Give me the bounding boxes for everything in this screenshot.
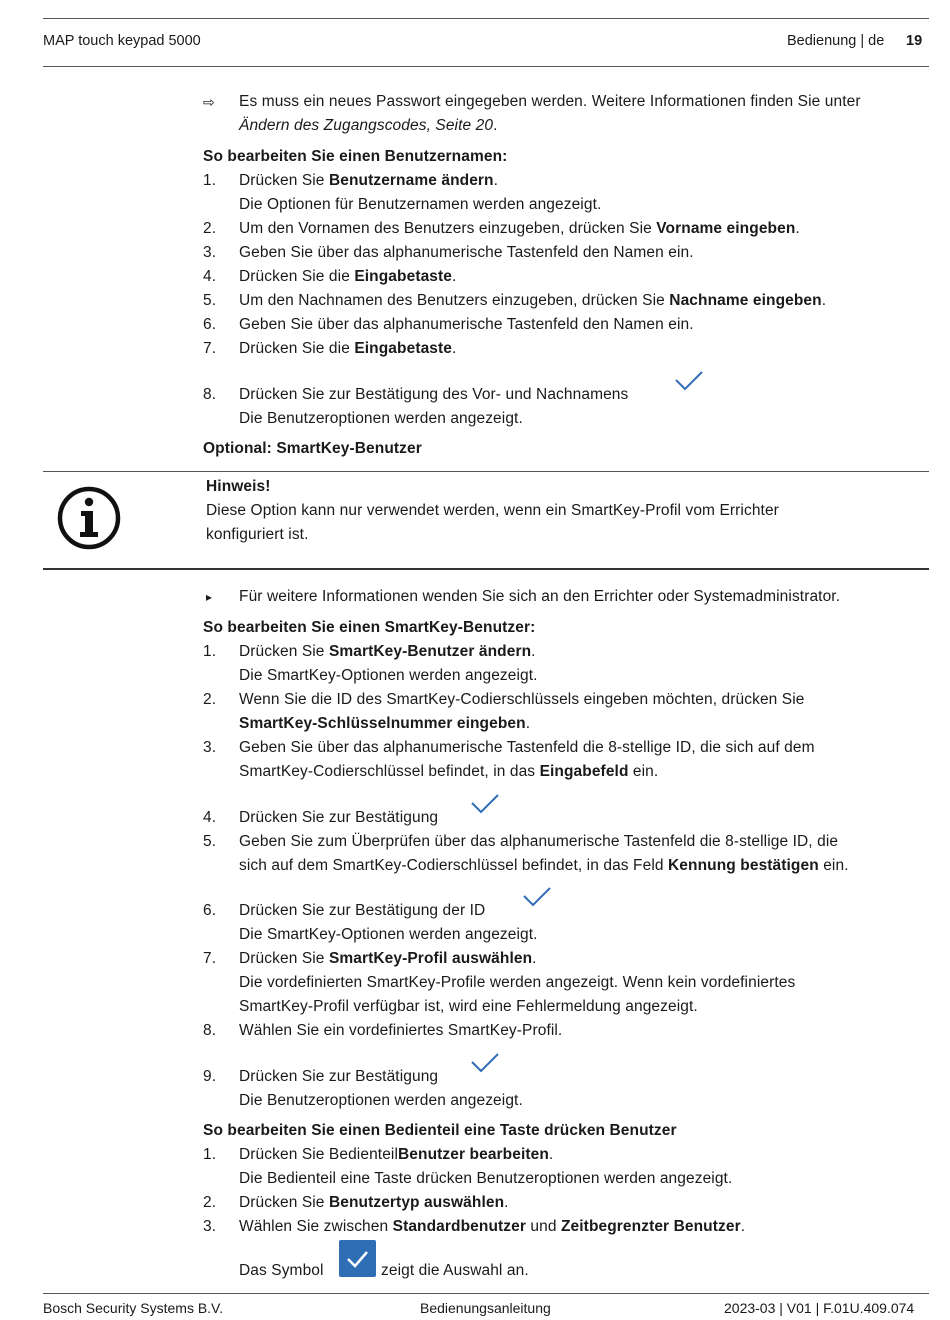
username-step-8: Drücken Sie zur Bestätigung des Vor- und Nachnamens Die Benutzeroptionen werden angezeigt.: [239, 386, 629, 427]
bullet-triangle-icon: ▸: [206, 590, 213, 604]
section-onetouch-heading: So bearbeiten Sie einen Bedienteil eine Taste drücken Benutzer: [203, 1122, 677, 1139]
step-number: 6.: [203, 316, 217, 333]
result-ref-link[interactable]: Ändern des Zugangscodes, Seite 20: [239, 117, 494, 134]
step-number: 2.: [203, 691, 217, 708]
checkmark-icon: [470, 1052, 500, 1074]
checkbox-checked-icon: [339, 1240, 376, 1282]
smartkey-step-7: Drücken Sie SmartKey-Profil auswählen. Die vordefinierten SmartKey-Profile werden angezeigt. Wenn kein vordefiniertes SmartKey-Profil verfügbar ist, wird eine Fehlermeldung angezeigt.: [239, 950, 796, 1015]
onetouch-step-1: Drücken Sie BedienteilBenutzer bearbeiten. Die Bedienteil eine Taste drücken Benutzeroptionen werden angezeigt.: [239, 1146, 733, 1187]
step-number: 4.: [203, 809, 217, 826]
username-step-5: Um den Nachnamen des Benutzers einzugeben, drücken Sie Nachname eingeben.: [239, 292, 827, 309]
step-number: 6.: [203, 902, 217, 919]
step-number: 3.: [203, 1218, 217, 1235]
step-number: 9.: [203, 1068, 217, 1085]
username-step-6: Geben Sie über das alphanumerische Tastenfeld den Namen ein.: [239, 316, 694, 333]
header-top-rule: [43, 18, 929, 19]
username-step-7: Drücken Sie die Eingabetaste.: [239, 340, 457, 357]
step-number: 1.: [203, 643, 217, 660]
step-number: 2.: [203, 1194, 217, 1211]
header-bottom-rule: [43, 66, 929, 67]
username-step-4: Drücken Sie die Eingabetaste.: [239, 268, 457, 285]
header-section: Bedienung | de: [787, 33, 885, 49]
checkmark-icon: [522, 886, 552, 908]
checkmark-icon: [470, 793, 500, 815]
result-arrow-icon: ⇨: [203, 94, 215, 110]
smartkey-step-2: Wenn Sie die ID des SmartKey-Codierschlüssels eingeben möchten, drücken Sie SmartKey-Schlüsselnummer eingeben.: [239, 691, 805, 732]
step-number: 1.: [203, 172, 217, 189]
step-number: 3.: [203, 739, 217, 756]
onetouch-step-2: Drücken Sie Benutzertyp auswählen.: [239, 1194, 509, 1211]
smartkey-step-6: Drücken Sie zur Bestätigung der ID Die SmartKey-Optionen werden angezeigt.: [239, 902, 538, 943]
onetouch-step-3: Wählen Sie zwischen Standardbenutzer und Zeitbegrenzter Benutzer.: [239, 1218, 746, 1235]
footer-version: 2023-03 | V01 | F.01U.409.074: [724, 1300, 915, 1316]
step-number: 5.: [203, 292, 217, 309]
footer-company: Bosch Security Systems B.V.: [43, 1300, 223, 1316]
result-text: Es muss ein neues Passwort eingegeben werden. Weitere Informationen finden Sie unter: [239, 93, 861, 110]
step-number: 1.: [203, 1146, 217, 1163]
step-number: 8.: [203, 1022, 217, 1039]
step-number: 5.: [203, 833, 217, 850]
section-username-heading: So bearbeiten Sie einen Benutzernamen:: [203, 148, 508, 165]
username-step-1: Drücken Sie Benutzername ändern. Die Optionen für Benutzernamen werden angezeigt.: [239, 172, 602, 213]
step-number: 4.: [203, 268, 217, 285]
optional-heading: Optional: SmartKey-Benutzer: [203, 440, 422, 457]
step-number: 2.: [203, 220, 217, 237]
step-number: 7.: [203, 340, 217, 357]
username-step-3: Geben Sie über das alphanumerische Tastenfeld den Namen ein.: [239, 244, 694, 261]
notice-bottom-rule: [43, 568, 929, 570]
step-number: 7.: [203, 950, 217, 967]
step-number: 3.: [203, 244, 217, 261]
symbol-line-post: zeigt die Auswahl an.: [381, 1262, 529, 1279]
info-icon: [57, 486, 121, 555]
username-step-2: Um den Vornamen des Benutzers einzugeben, drücken Sie Vorname eingeben.: [239, 220, 800, 237]
smartkey-step-3: Geben Sie über das alphanumerische Tastenfeld die 8-stellige ID, die sich auf dem SmartKey-Codierschlüssel befindet, in das Eingabefeld ein.: [239, 739, 815, 780]
smartkey-step-8: Wählen Sie ein vordefiniertes SmartKey-Profil.: [239, 1022, 563, 1039]
result-reference: Ändern des Zugangscodes, Seite 20.: [239, 117, 498, 134]
smartkey-step-1: Drücken Sie SmartKey-Benutzer ändern. Die SmartKey-Optionen werden angezeigt.: [239, 643, 538, 684]
footer-rule: [43, 1293, 929, 1294]
symbol-line-pre: Das Symbol: [239, 1262, 324, 1279]
smartkey-step-4: Drücken Sie zur Bestätigung: [239, 809, 439, 826]
smartkey-step-9: Drücken Sie zur Bestätigung Die Benutzeroptionen werden angezeigt.: [239, 1068, 523, 1109]
result-line: [239, 90, 929, 138]
section-smartkey-heading: So bearbeiten Sie einen SmartKey-Benutzer:: [203, 619, 536, 636]
bullet-text: Für weitere Informationen wenden Sie sich an den Errichter oder Systemadministrator.: [239, 588, 841, 605]
notice-title: Hinweis!: [206, 478, 271, 495]
smartkey-step-5: Geben Sie zum Überprüfen über das alphanumerische Tastenfeld die 8-stellige ID, die sich auf dem SmartKey-Codierschlüssel befindet, in das Feld Kennung bestätigen ein.: [239, 833, 849, 874]
step-number: 8.: [203, 386, 217, 403]
footer-doc-type: Bedienungsanleitung: [420, 1300, 551, 1316]
notice-top-rule: [43, 471, 929, 472]
header-doc-title: MAP touch keypad 5000: [43, 33, 201, 49]
notice-text: Diese Option kann nur verwendet werden, wenn ein SmartKey-Profil vom Errichter konfiguriert ist.: [206, 502, 779, 543]
checkmark-icon: [674, 370, 704, 392]
header-page-number: 19: [906, 33, 923, 49]
